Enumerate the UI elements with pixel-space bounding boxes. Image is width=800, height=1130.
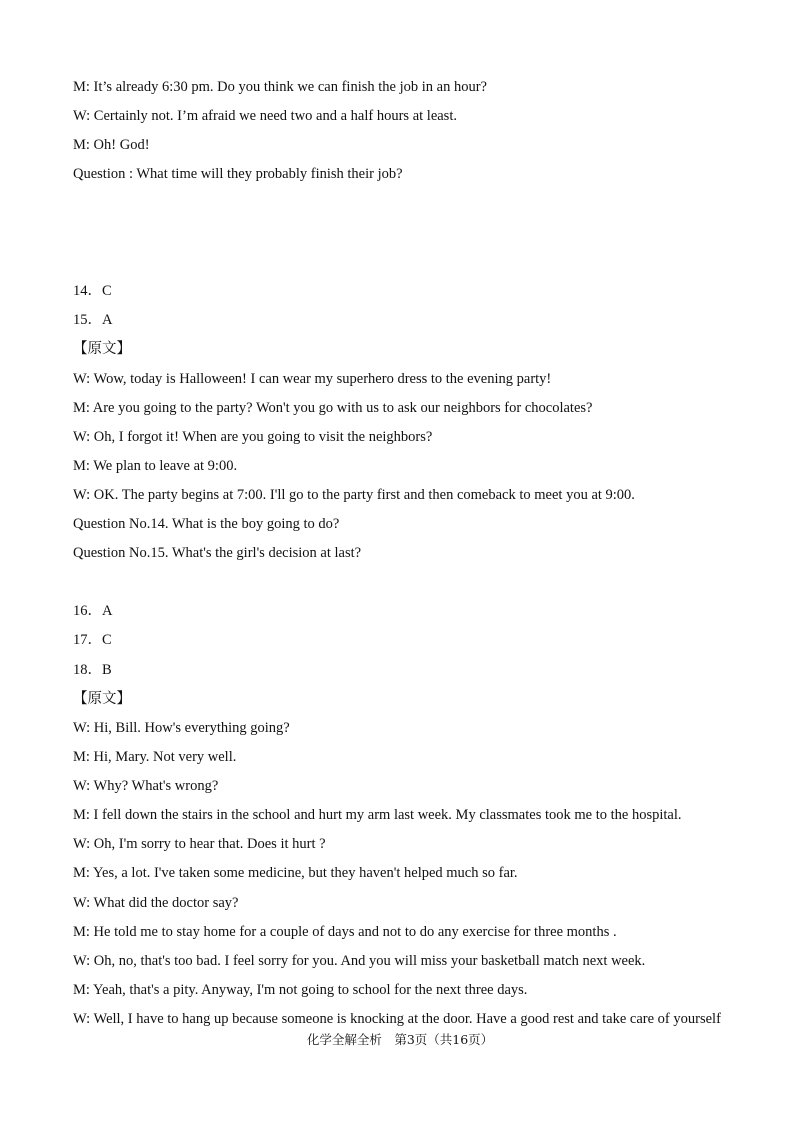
dialogue-line: W: What did the doctor say? — [73, 895, 239, 911]
dialogue-line: W: Well, I have to hang up because someone is knocking at the door. Have a good rest and take care of yourself — [73, 1011, 721, 1027]
answer-line: 17．C — [73, 632, 112, 648]
page-footer: 化学全解全析 第3页（共16页） — [306, 1032, 494, 1047]
section-heading: 【原文】 — [73, 691, 131, 707]
dialogue-line: W: Certainly not. I’m afraid we need two and a half hours at least. — [73, 108, 457, 124]
dialogue-line: M: Oh! God! — [73, 137, 150, 153]
dialogue-line: M: He told me to stay home for a couple of days and not to do any exercise for three months . — [73, 924, 617, 940]
dialogue-line: W: Wow, today is Halloween! I can wear my superhero dress to the evening party! — [73, 371, 552, 387]
question-line: Question No.15. What's the girl's decision at last? — [73, 545, 362, 561]
dialogue-line: M: Are you going to the party? Won't you go with us to ask our neighbors for chocolates? — [73, 400, 593, 416]
dialogue-line: M: Yeah, that's a pity. Anyway, I'm not going to school for the next three days. — [73, 982, 528, 998]
dialogue-line: M: It’s already 6:30 pm. Do you think we can finish the job in an hour? — [73, 79, 487, 95]
dialogue-line: W: OK. The party begins at 7:00. I'll go to the party first and then comeback to meet you at 9:00. — [73, 487, 635, 503]
dialogue-line: W: Hi, Bill. How's everything going? — [73, 720, 290, 736]
dialogue-line: M: Hi, Mary. Not very well. — [73, 749, 237, 765]
dialogue-line: W: Oh, I'm sorry to hear that. Does it hurt ? — [73, 836, 326, 852]
dialogue-line: M: We plan to leave at 9:00. — [73, 458, 238, 474]
dialogue-line: W: Oh, I forgot it! When are you going to visit the neighbors? — [73, 429, 433, 445]
dialogue-line: W: Why? What's wrong? — [73, 778, 219, 794]
dialogue-line: M: I fell down the stairs in the school and hurt my arm last week. My classmates took me to the hospital. — [73, 807, 682, 823]
question-line: Question No.14. What is the boy going to do? — [73, 516, 340, 532]
answer-line: 18．B — [73, 662, 112, 678]
answer-line: 16．A — [73, 603, 113, 619]
dialogue-line: M: Yes, a lot. I've taken some medicine, but they haven't helped much so far. — [73, 865, 518, 881]
section-heading: 【原文】 — [73, 341, 131, 357]
answer-line: 15．A — [73, 312, 113, 328]
dialogue-line: W: Oh, no, that's too bad. I feel sorry for you. And you will miss your basketball match next week. — [73, 953, 646, 969]
question-line: Question : What time will they probably finish their job? — [73, 166, 403, 182]
answer-line: 14．C — [73, 283, 112, 299]
